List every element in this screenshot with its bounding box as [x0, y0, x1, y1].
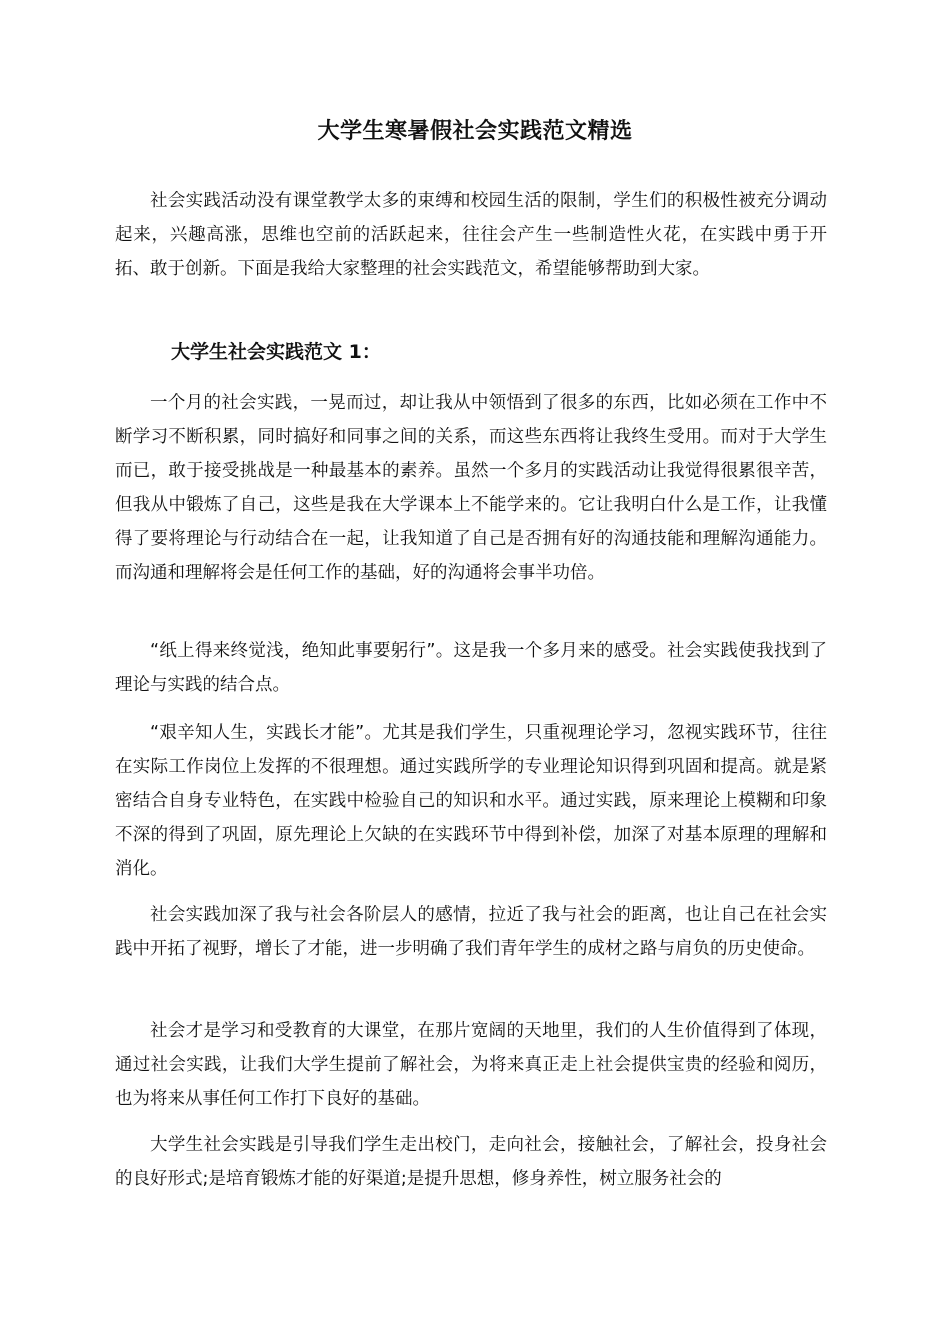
body-paragraph-6: 大学生社会实践是引导我们学生走出校门，走向社会，接触社会，了解社会，投身社会的良好形式;是培育锻炼才能的好渠道;是提升思想，修身养性，树立服务社会的	[115, 1135, 827, 1189]
body-paragraph-4: 社会实践加深了我与社会各阶层人的感情，拉近了我与社会的距离，也让自己在社会实践中开拓了视野，增长了才能，进一步明确了我们青年学生的成材之路与肩负的历史使命。	[115, 905, 827, 959]
body-paragraph-2: “纸上得来终觉浅，绝知此事要躬行”。这是我一个多月来的感受。社会实践使我找到了理论与实践的结合点。	[115, 641, 827, 695]
body-paragraph-3: “艰辛知人生，实践长才能”。尤其是我们学生，只重视理论学习，忽视实践环节，往往在实际工作岗位上发挥的不很理想。通过实践所学的专业理论知识得到巩固和提高。就是紧密结合自身专业特色，在实践中检验自己的知识和水平。通过实践，原来理论上模糊和印象不深的得到了巩固，原先理论上欠缺的在实践环节中得到补偿，加深了对基本原理的理解和消化。	[115, 723, 827, 879]
body-paragraph-1: 一个月的社会实践，一晃而过，却让我从中领悟到了很多的东西，比如必须在工作中不断学习不断积累，同时搞好和同事之间的关系，而这些东西将让我终生受用。而对于大学生而已，敢于接受挑战是一种最基本的素养。虽然一个多月的实践活动让我觉得很累很辛苦，但我从中锻炼了自己，这些是我在大学课本上不能学来的。它让我明白什么是工作，让我懂得了要将理论与行动结合在一起，让我知道了自己是否拥有好的沟通技能和理解沟通能力。而沟通和理解将会是任何工作的基础，好的沟通将会事半功倍。	[115, 393, 827, 583]
document-title: 大学生寒暑假社会实践范文精选	[317, 119, 633, 144]
body-paragraph-5: 社会才是学习和受教育的大课堂，在那片宽阔的天地里，我们的人生价值得到了体现，通过社会实践，让我们大学生提前了解社会，为将来真正走上社会提供宝贵的经验和阅历，也为将来从事任何工作打下良好的基础。	[115, 1021, 827, 1109]
intro-paragraph: 社会实践活动没有课堂教学太多的束缚和校园生活的限制，学生们的积极性被充分调动起来，兴趣高涨，思维也空前的活跃起来，往往会产生一些制造性火花，在实践中勇于开拓、敢于创新。下面是我给大家整理的社会实践范文，希望能够帮助到大家。	[115, 191, 827, 279]
section-heading: 大学生社会实践范文 1：	[171, 341, 381, 363]
